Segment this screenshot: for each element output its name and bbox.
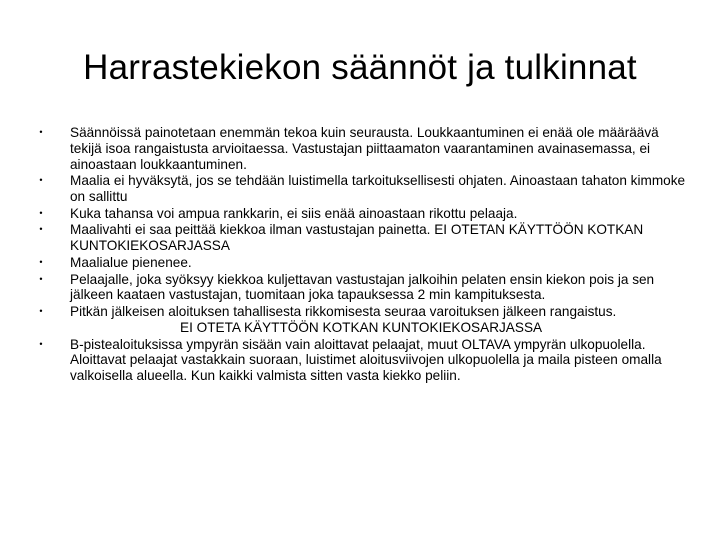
- list-item: [36, 125, 686, 172]
- slide-title: Harrastekiekon säännöt ja tulkinnat: [83, 48, 637, 87]
- list-item: [36, 222, 686, 254]
- bullet-text: Säännöissä painotetaan enemmän tekoa kuin seurausta. Loukkaantuminen ei enää ole määräävä tekijä isoa rangaistusta arvioitaessa. Vastustajan piittaamaton vaarantaminen avainasemassa, ei ainoastaan loukkaantuminen.: [70, 125, 659, 172]
- bullet-text-note: EI OTETA KÄYTTÖÖN KOTKAN KUNTOKIEKOSARJASSA: [180, 319, 543, 335]
- bullet-text: [70, 304, 686, 336]
- bullet-icon: •: [39, 207, 43, 218]
- bullet-list: [36, 125, 686, 385]
- bullet-text: Pelaajalle, joka syöksyy kiekkoa kuljettavan vastustajan jalkoihin pelaten ensin kiekon pois ja sen jälkeen kaataen vastustajan, tuomitaan joka tapauksessa 2 min kampituksesta.: [70, 271, 655, 303]
- list-item: [36, 173, 686, 205]
- bullet-icon: •: [39, 175, 43, 186]
- list-item: [36, 337, 686, 384]
- bullet-icon: •: [39, 224, 43, 235]
- list-item: [36, 255, 686, 271]
- bullet-icon: •: [39, 127, 43, 137]
- list-item: [36, 272, 686, 304]
- bullet-icon: •: [39, 256, 43, 267]
- bullet-icon: •: [39, 338, 43, 349]
- bullet-text: Maalia ei hyväksytä, jos se tehdään luistimella tarkoituksellisesti ohjaten. Ainoastaan tahaton kimmoke on sallittu: [70, 173, 686, 205]
- bullet-text-main: Pitkän jälkeisen aloituksen tahallisesta rikkomisesta seuraa varoituksen jälkeen rangaistus.: [70, 304, 617, 320]
- bullet-text: Maalialue pienenee.: [70, 254, 192, 270]
- bullet-text: B-pistealoituksissa ympyrän sisään vain aloittavat pelaajat, muut OLTAVA ympyrän ulkopuolella. Aloittavat pelaajat vastakkain suoraan, luistimet aloitusviivojen ulkopuolella ja maila pisteen omalla valkoisella alueella. Kun kaikki valmista sitten vasta kiekko peliin.: [70, 336, 662, 384]
- bullet-icon: •: [39, 273, 43, 284]
- bullet-text: Maalivahti ei saa peittää kiekkoa ilman vastustajan painetta. EI OTETAN KÄYTTÖÖN KOTKAN KUNTOKIEKOSARJASSA: [70, 222, 644, 254]
- bullet-icon: •: [39, 306, 43, 317]
- list-item: [36, 304, 686, 336]
- list-item: [36, 206, 686, 222]
- bullet-text: Kuka tahansa voi ampua rankkarin, ei siis enää ainoastaan rikottu pelaaja.: [70, 205, 518, 221]
